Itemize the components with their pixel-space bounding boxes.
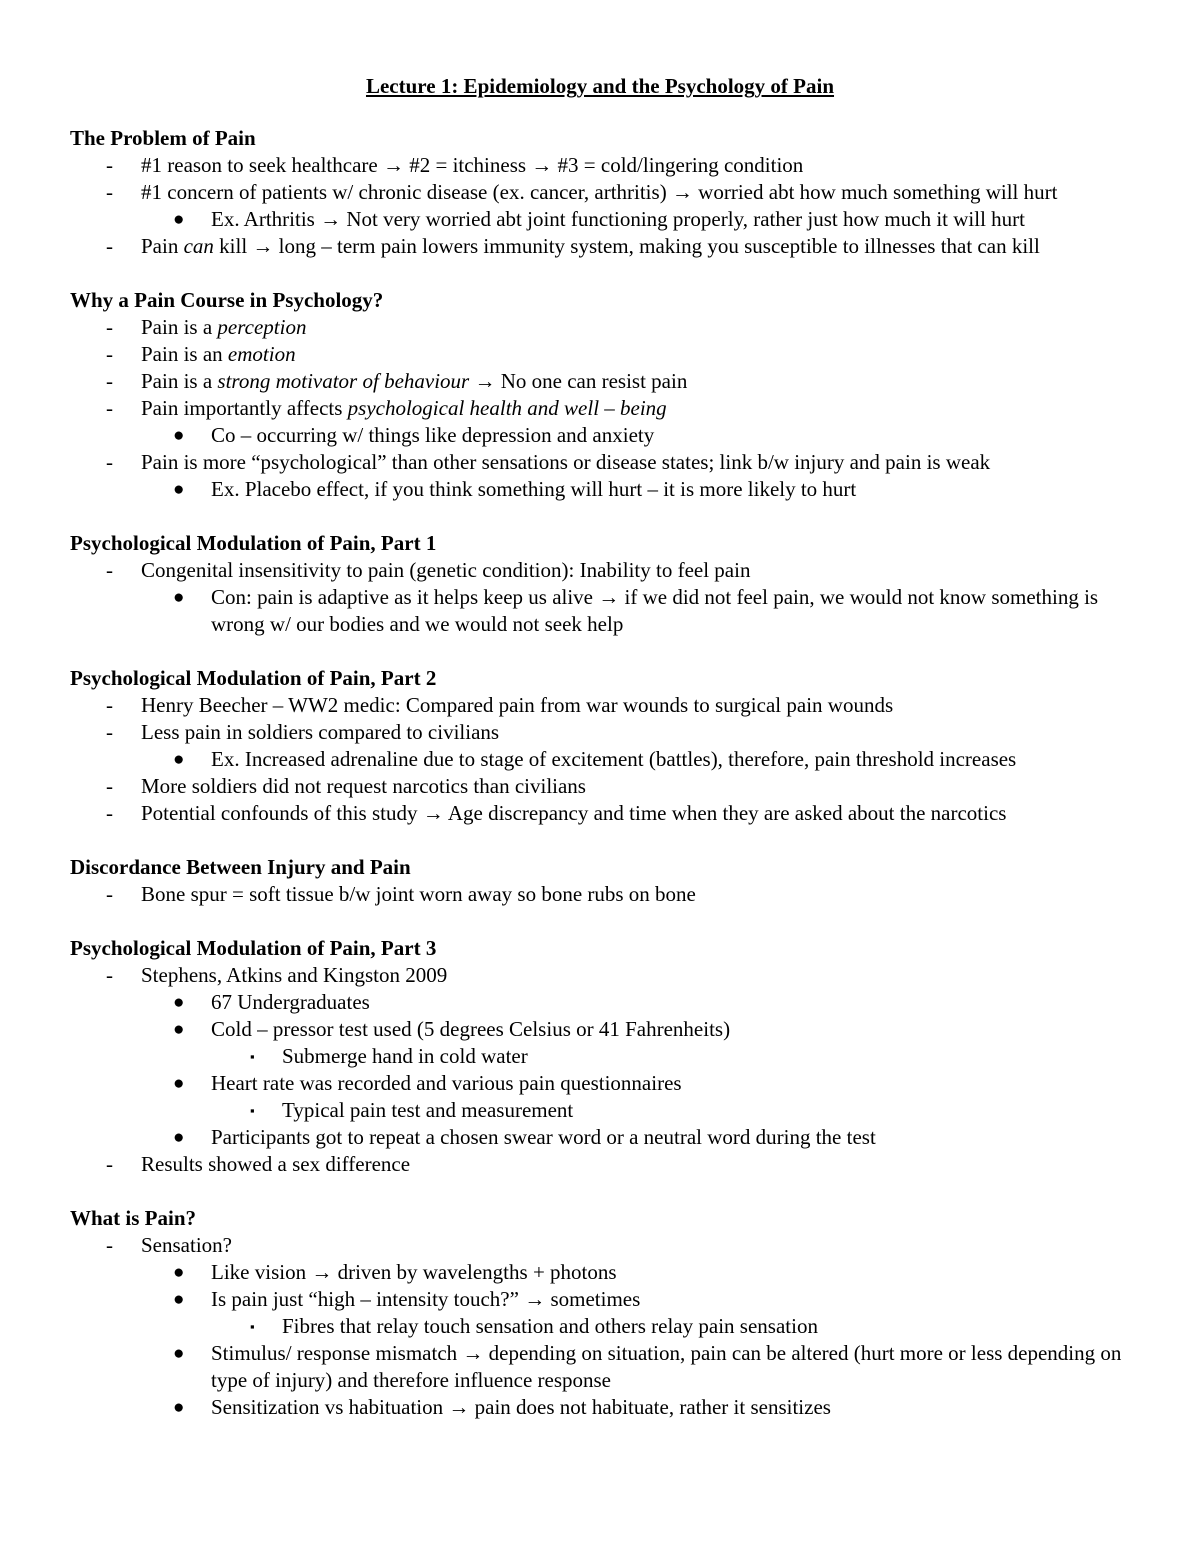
list-item <box>70 395 1140 422</box>
list-item <box>70 1151 1140 1178</box>
list-item <box>70 1286 1140 1313</box>
list-item <box>70 719 1140 746</box>
list-item <box>70 1124 1140 1151</box>
section-modulation-part-3 <box>70 935 1140 1178</box>
item-text: Con: pain is adaptive as it helps keep us alive → if we did not feel pain, we would not know something is wrong w/ our bodies and we would not seek help <box>211 585 1099 636</box>
item-text: Sensitization vs habituation → pain does not habituate, rather it sensitizes <box>211 1395 831 1419</box>
item-text: Less pain in soldiers compared to civilians <box>141 720 500 744</box>
item-emphasis: can <box>183 234 214 258</box>
section-modulation-part-1 <box>70 530 1140 638</box>
list-item <box>70 179 1140 206</box>
list-item <box>70 800 1140 827</box>
list-item <box>70 206 1140 233</box>
list-item <box>70 368 1140 395</box>
dash-marker: - <box>106 720 113 744</box>
item-text: Ex. Increased adrenaline due to stage of excitement (battles), therefore, pain threshold increases <box>211 747 1017 771</box>
item-text: Pain is a <box>141 315 218 339</box>
item-text: Ex. Placebo effect, if you think something will hurt – it is more likely to hurt <box>211 477 857 501</box>
dash-marker: - <box>106 558 113 582</box>
list-item <box>70 584 1140 638</box>
list-item <box>70 692 1140 719</box>
dash-marker: - <box>106 1233 113 1257</box>
dash-marker: - <box>106 774 113 798</box>
item-text: #1 concern of patients w/ chronic disease (ex. cancer, arthritis) → worried abt how much something will hurt <box>141 180 1058 204</box>
list-item <box>70 557 1140 584</box>
section-discordance <box>70 854 1140 908</box>
item-text: Participants got to repeat a chosen swear word or a neutral word during the test <box>211 1125 876 1149</box>
item-text: Pain is an <box>141 342 228 366</box>
section-heading: Psychological Modulation of Pain, Part 1 <box>70 531 437 555</box>
item-text: Co – occurring w/ things like depression and anxiety <box>211 423 655 447</box>
list-item <box>70 1070 1140 1097</box>
item-text: Is pain just “high – intensity touch?” → sometimes <box>211 1287 641 1311</box>
item-text: kill → long – term pain lowers immunity system, making you susceptible to illnesses that can kill <box>213 234 1040 258</box>
dash-marker: - <box>106 369 113 393</box>
item-text: Stephens, Atkins and Kingston 2009 <box>141 963 448 987</box>
list-item <box>70 1340 1140 1394</box>
list-item <box>70 1016 1140 1043</box>
item-text: Heart rate was recorded and various pain questionnaires <box>211 1071 682 1095</box>
dash-marker: - <box>106 234 113 258</box>
list-item <box>70 1394 1140 1421</box>
section-problem-of-pain <box>70 125 1140 260</box>
list-item <box>70 341 1140 368</box>
dash-marker: - <box>106 153 113 177</box>
bullet-marker: ● <box>173 209 185 230</box>
section-what-is-pain <box>70 1205 1140 1421</box>
dash-marker: - <box>106 963 113 987</box>
dash-marker: - <box>106 693 113 717</box>
list-item <box>70 314 1140 341</box>
list-item <box>70 152 1140 179</box>
dash-marker: - <box>106 1152 113 1176</box>
item-text: More soldiers did not request narcotics than civilians <box>141 774 586 798</box>
bullet-marker: ● <box>173 1127 185 1148</box>
item-text: Congenital insensitivity to pain (genetic condition): Inability to feel pain <box>141 558 751 582</box>
item-text: Typical pain test and measurement <box>282 1098 574 1122</box>
bullet-marker: ● <box>173 1019 185 1040</box>
section-modulation-part-2 <box>70 665 1140 827</box>
item-text: Like vision → driven by wavelengths + photons <box>211 1260 617 1284</box>
item-text: Pain is more “psychological” than other sensations or disease states; link b/w injury and pain is weak <box>141 450 991 474</box>
item-text: Bone spur = soft tissue b/w joint worn away so bone rubs on bone <box>141 882 696 906</box>
item-text: Stimulus/ response mismatch → depending on situation, pain can be altered (hurt more or less depending on type of injury) and therefore influence response <box>211 1341 1122 1392</box>
section-heading: Psychological Modulation of Pain, Part 3 <box>70 936 437 960</box>
list-item <box>70 1232 1140 1259</box>
item-text: Sensation? <box>141 1233 232 1257</box>
square-marker: ▪ <box>250 1103 255 1118</box>
bullet-marker: ● <box>173 749 185 770</box>
square-marker: ▪ <box>250 1319 255 1334</box>
square-marker: ▪ <box>250 1049 255 1064</box>
section-heading: Discordance Between Injury and Pain <box>70 855 411 879</box>
bullet-marker: ● <box>173 992 185 1013</box>
section-why-pain-course <box>70 287 1140 503</box>
list-item <box>70 1259 1140 1286</box>
item-text: Potential confounds of this study → Age discrepancy and time when they are asked about the narcotics <box>141 801 1007 825</box>
item-text: Pain importantly affects <box>141 396 348 420</box>
list-item <box>70 1313 1140 1340</box>
bullet-marker: ● <box>173 479 185 500</box>
section-heading: Psychological Modulation of Pain, Part 2 <box>70 666 437 690</box>
item-text: Henry Beecher – WW2 medic: Compared pain from war wounds to surgical pain wounds <box>141 693 894 717</box>
list-item <box>70 1043 1140 1070</box>
list-item <box>70 773 1140 800</box>
section-heading: What is Pain? <box>70 1206 197 1230</box>
section-heading: Why a Pain Course in Psychology? <box>70 288 384 312</box>
list-item <box>70 233 1140 260</box>
item-text: Results showed a sex difference <box>141 1152 411 1176</box>
bullet-marker: ● <box>173 1343 185 1364</box>
bullet-marker: ● <box>173 1262 185 1283</box>
bullet-marker: ● <box>173 587 185 608</box>
list-item <box>70 1097 1140 1124</box>
item-text: Pain <box>141 234 184 258</box>
dash-marker: - <box>106 180 113 204</box>
dash-marker: - <box>106 882 113 906</box>
item-text: #1 reason to seek healthcare → #2 = itchiness → #3 = cold/lingering condition <box>141 153 804 177</box>
item-emphasis: strong motivator of behaviour <box>217 369 470 393</box>
item-emphasis: psychological health and well – being <box>347 396 667 420</box>
list-item <box>70 962 1140 989</box>
list-item <box>70 989 1140 1016</box>
dash-marker: - <box>106 396 113 420</box>
list-item <box>70 449 1140 476</box>
dash-marker: - <box>106 342 113 366</box>
bullet-marker: ● <box>173 425 185 446</box>
dash-marker: - <box>106 315 113 339</box>
page-title: Lecture 1: Epidemiology and the Psychology of Pain <box>365 74 835 98</box>
list-item <box>70 476 1140 503</box>
item-text: Ex. Arthritis → Not very worried abt joint functioning properly, rather just how much it will hurt <box>211 207 1025 231</box>
list-item <box>70 881 1140 908</box>
list-item <box>70 746 1140 773</box>
list-item <box>70 422 1140 449</box>
section-heading: The Problem of Pain <box>70 126 256 150</box>
item-emphasis: perception <box>217 315 307 339</box>
dash-marker: - <box>106 450 113 474</box>
item-text: 67 Undergraduates <box>211 990 370 1014</box>
item-text: Cold – pressor test used (5 degrees Celsius or 41 Fahrenheits) <box>211 1017 731 1041</box>
item-text: Pain is a <box>141 369 218 393</box>
item-text: Submerge hand in cold water <box>282 1044 528 1068</box>
bullet-marker: ● <box>173 1289 185 1310</box>
bullet-marker: ● <box>173 1073 185 1094</box>
bullet-marker: ● <box>173 1397 185 1418</box>
dash-marker: - <box>106 801 113 825</box>
item-text: → No one can resist pain <box>469 369 688 393</box>
item-text: Fibres that relay touch sensation and others relay pain sensation <box>282 1314 818 1338</box>
document-body <box>70 125 1140 1448</box>
item-emphasis: emotion <box>227 342 296 366</box>
